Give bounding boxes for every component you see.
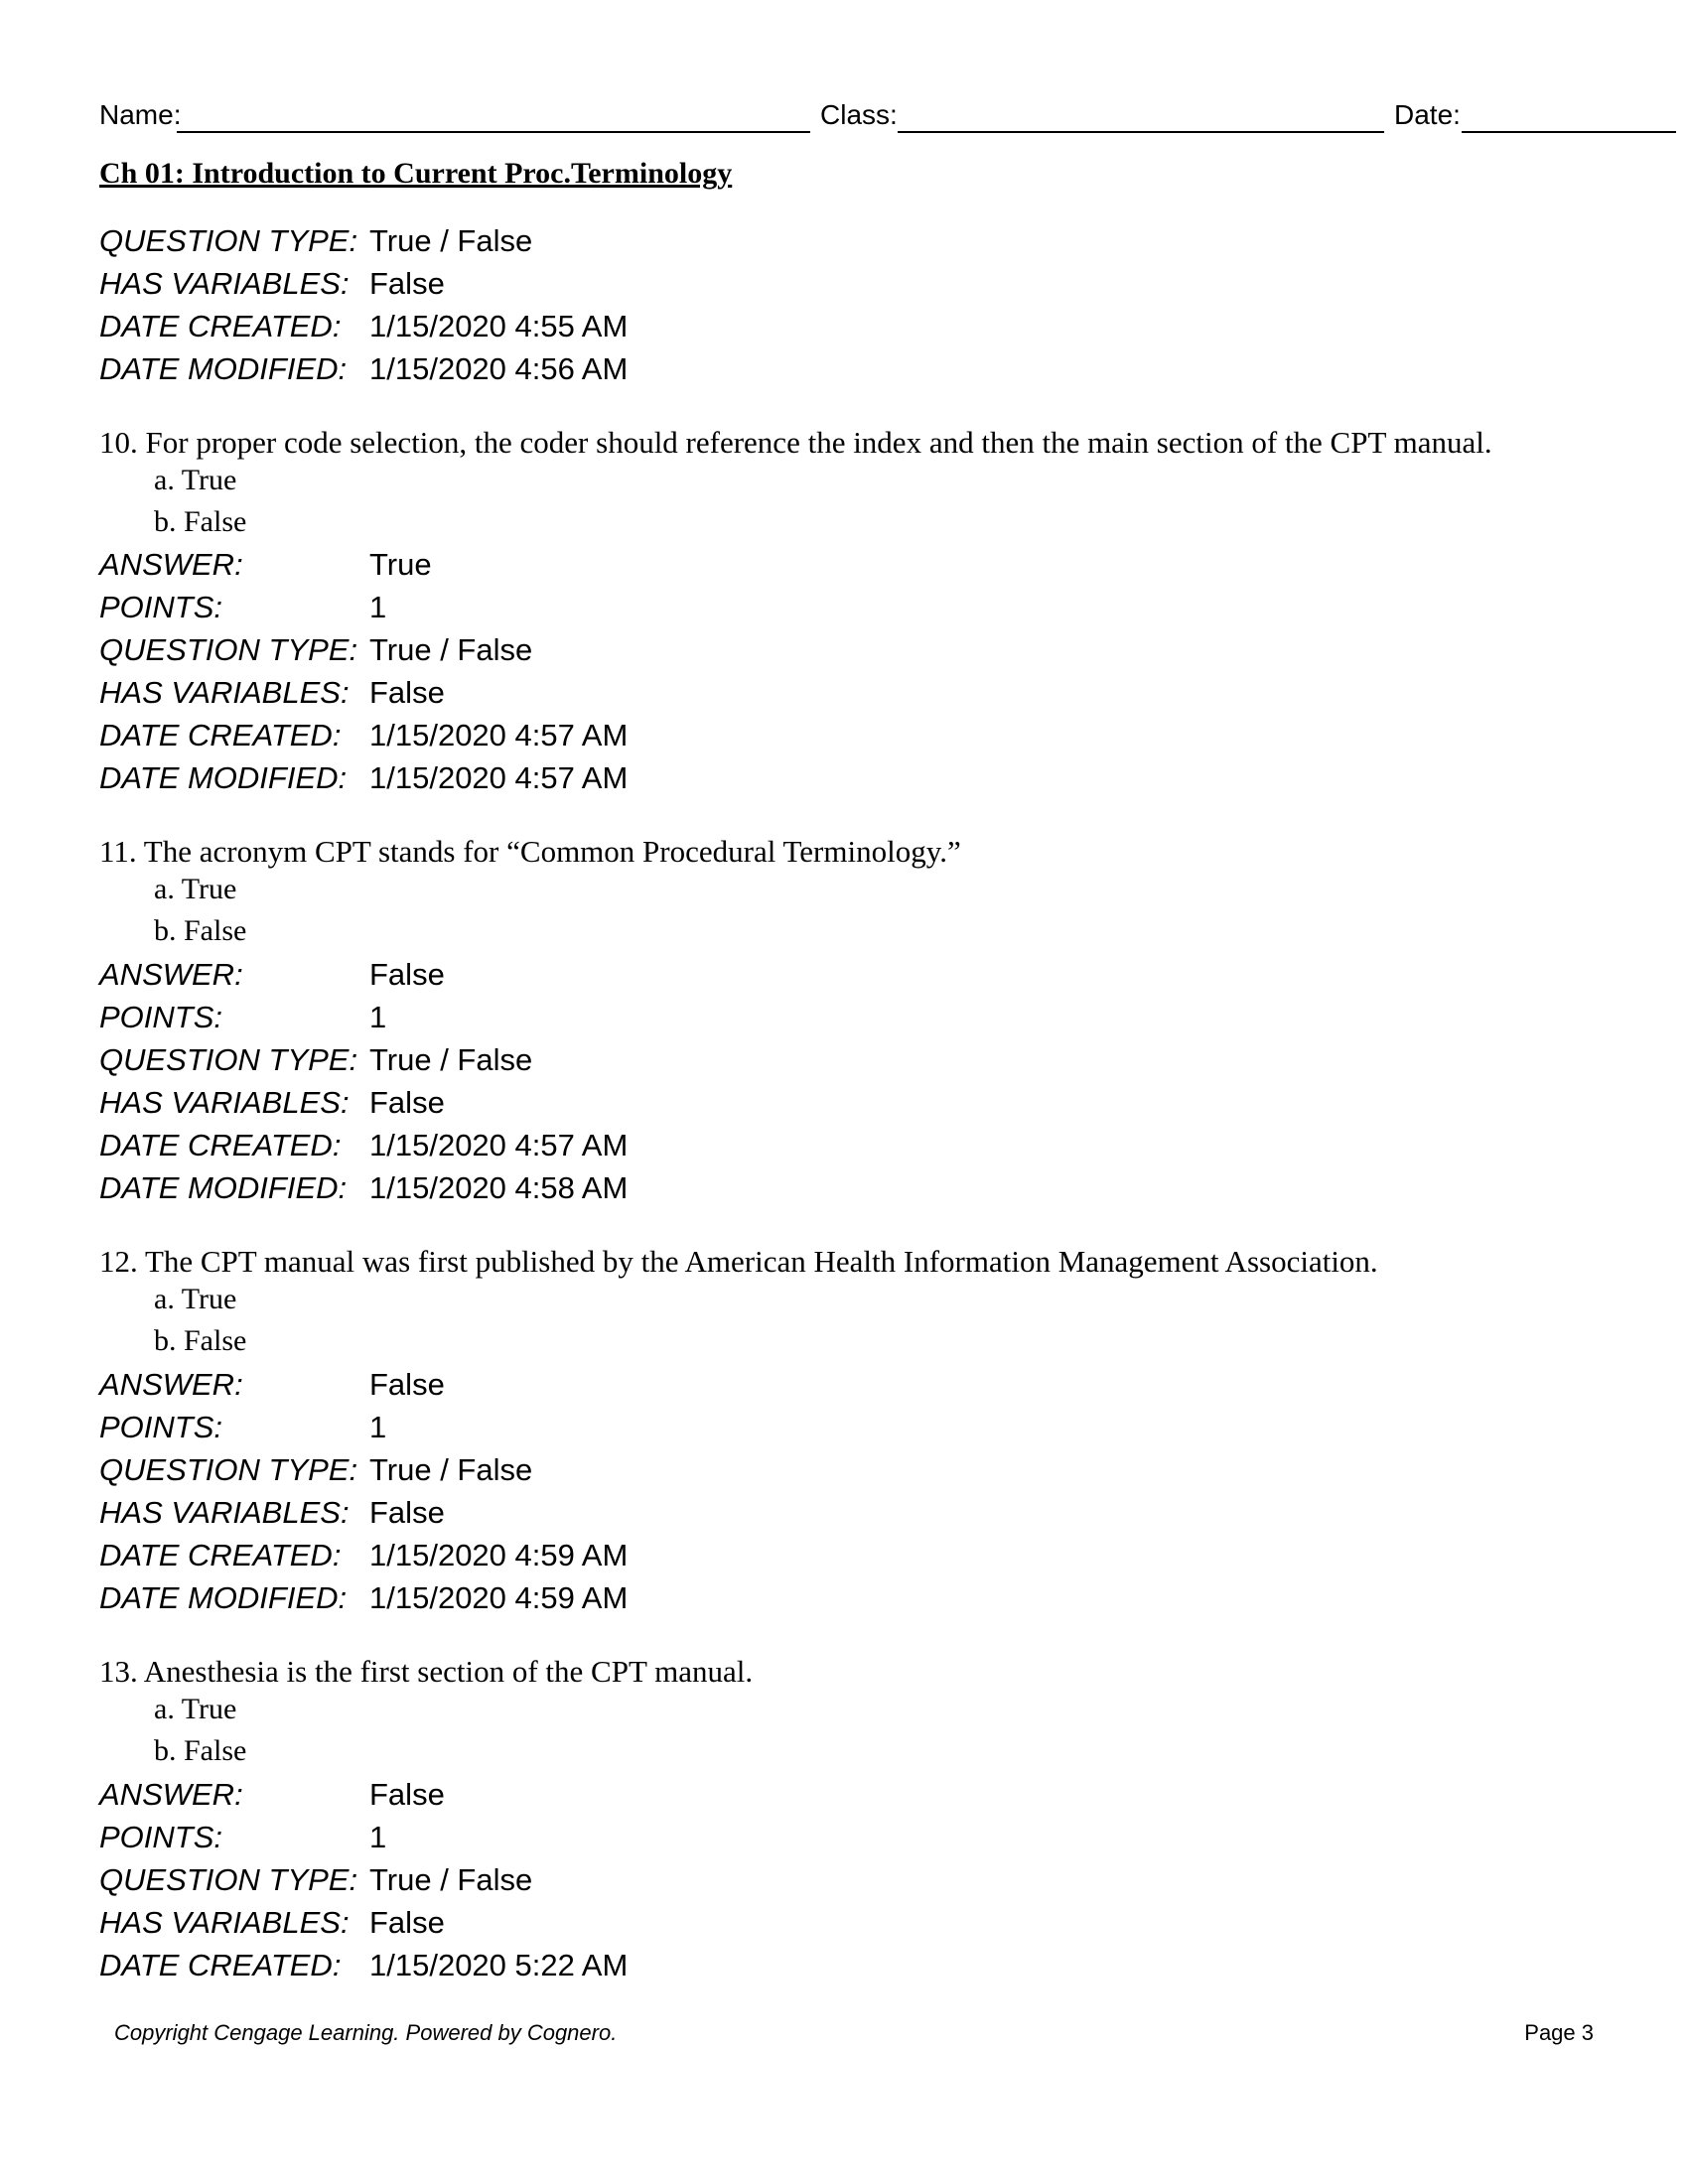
chapter-title: Ch 01: Introduction to Current Proc.Terminology (99, 157, 733, 190)
meta-value: True / False (369, 223, 533, 258)
meta-value: False (369, 266, 445, 301)
meta-label: QUESTION TYPE: (99, 632, 358, 667)
meta-value: 1/15/2020 4:59 AM (369, 1580, 629, 1615)
meta-value: 1/15/2020 5:22 AM (369, 1948, 629, 1982)
meta-value: 1 (369, 590, 387, 624)
meta-value: True / False (369, 1862, 533, 1897)
meta-label: HAS VARIABLES: (99, 1085, 350, 1120)
meta-label: DATE MODIFIED: (99, 1170, 348, 1205)
question-10-option-a: a. True (154, 464, 237, 496)
question-11-option-b: b. False (154, 914, 247, 947)
meta-value: False (369, 1495, 445, 1530)
meta-label: POINTS: (99, 1410, 223, 1444)
meta-label: DATE CREATED: (99, 309, 342, 343)
meta-label: ANSWER: (99, 1777, 243, 1812)
name-blank[interactable] (177, 131, 810, 133)
class-label: Class: (820, 99, 898, 130)
meta-label: POINTS: (99, 1000, 223, 1034)
meta-value: False (369, 675, 445, 710)
meta-label: ANSWER: (99, 957, 243, 992)
meta-value: True (369, 547, 432, 582)
meta-label: DATE MODIFIED: (99, 1580, 348, 1615)
meta-value: False (369, 957, 445, 992)
meta-value: 1 (369, 1410, 387, 1444)
meta-label: DATE CREATED: (99, 1948, 342, 1982)
meta-value: 1/15/2020 4:57 AM (369, 718, 629, 752)
question-13-option-b: b. False (154, 1734, 247, 1767)
meta-label: DATE CREATED: (99, 1538, 342, 1572)
meta-label: QUESTION TYPE: (99, 1862, 358, 1897)
meta-value: 1/15/2020 4:57 AM (369, 760, 629, 795)
question-12-option-a: a. True (154, 1283, 237, 1315)
meta-value: True / False (369, 1452, 533, 1487)
meta-value: True / False (369, 632, 533, 667)
class-blank[interactable] (898, 131, 1384, 133)
meta-value: 1/15/2020 4:56 AM (369, 351, 629, 386)
meta-label: QUESTION TYPE: (99, 1452, 358, 1487)
meta-label: HAS VARIABLES: (99, 1905, 350, 1940)
question-12-text: 12. The CPT manual was first published by the American Health Information Management Association. (99, 1244, 1378, 1279)
meta-value: 1 (369, 1000, 387, 1034)
name-label: Name: (99, 99, 182, 130)
question-13-option-a: a. True (154, 1693, 237, 1725)
question-10-option-b: b. False (154, 505, 247, 538)
question-10-text: 10. For proper code selection, the coder should reference the index and then the main section of the CPT manual. (99, 425, 1492, 460)
meta-value: False (369, 1085, 445, 1120)
meta-label: ANSWER: (99, 1367, 243, 1402)
meta-value: 1/15/2020 4:57 AM (369, 1128, 629, 1162)
question-11-text: 11. The acronym CPT stands for “Common Procedural Terminology.” (99, 834, 961, 869)
question-13-text: 13. Anesthesia is the first section of the CPT manual. (99, 1654, 754, 1689)
meta-value: 1/15/2020 4:59 AM (369, 1538, 629, 1572)
meta-label: DATE MODIFIED: (99, 351, 348, 386)
meta-label: QUESTION TYPE: (99, 223, 358, 258)
meta-value: False (369, 1905, 445, 1940)
meta-value: False (369, 1777, 445, 1812)
meta-value: False (369, 1367, 445, 1402)
question-11-option-a: a. True (154, 873, 237, 905)
header-fields (99, 97, 1579, 137)
footer-copyright: Copyright Cengage Learning. Powered by Cognero. (114, 2020, 618, 2045)
meta-label: DATE CREATED: (99, 718, 342, 752)
meta-label: POINTS: (99, 1820, 223, 1854)
question-12-option-b: b. False (154, 1324, 247, 1357)
meta-label: ANSWER: (99, 547, 243, 582)
meta-label: DATE MODIFIED: (99, 760, 348, 795)
meta-label: QUESTION TYPE: (99, 1042, 358, 1077)
meta-value: 1/15/2020 4:58 AM (369, 1170, 629, 1205)
date-blank[interactable] (1462, 131, 1676, 133)
meta-value: 1 (369, 1820, 387, 1854)
footer-page-number: Page 3 (1524, 2020, 1594, 2045)
date-label: Date: (1394, 99, 1461, 130)
meta-value: 1/15/2020 4:55 AM (369, 309, 629, 343)
meta-label: HAS VARIABLES: (99, 266, 350, 301)
meta-label: HAS VARIABLES: (99, 1495, 350, 1530)
meta-value: True / False (369, 1042, 533, 1077)
meta-label: DATE CREATED: (99, 1128, 342, 1162)
meta-label: POINTS: (99, 590, 223, 624)
meta-label: HAS VARIABLES: (99, 675, 350, 710)
